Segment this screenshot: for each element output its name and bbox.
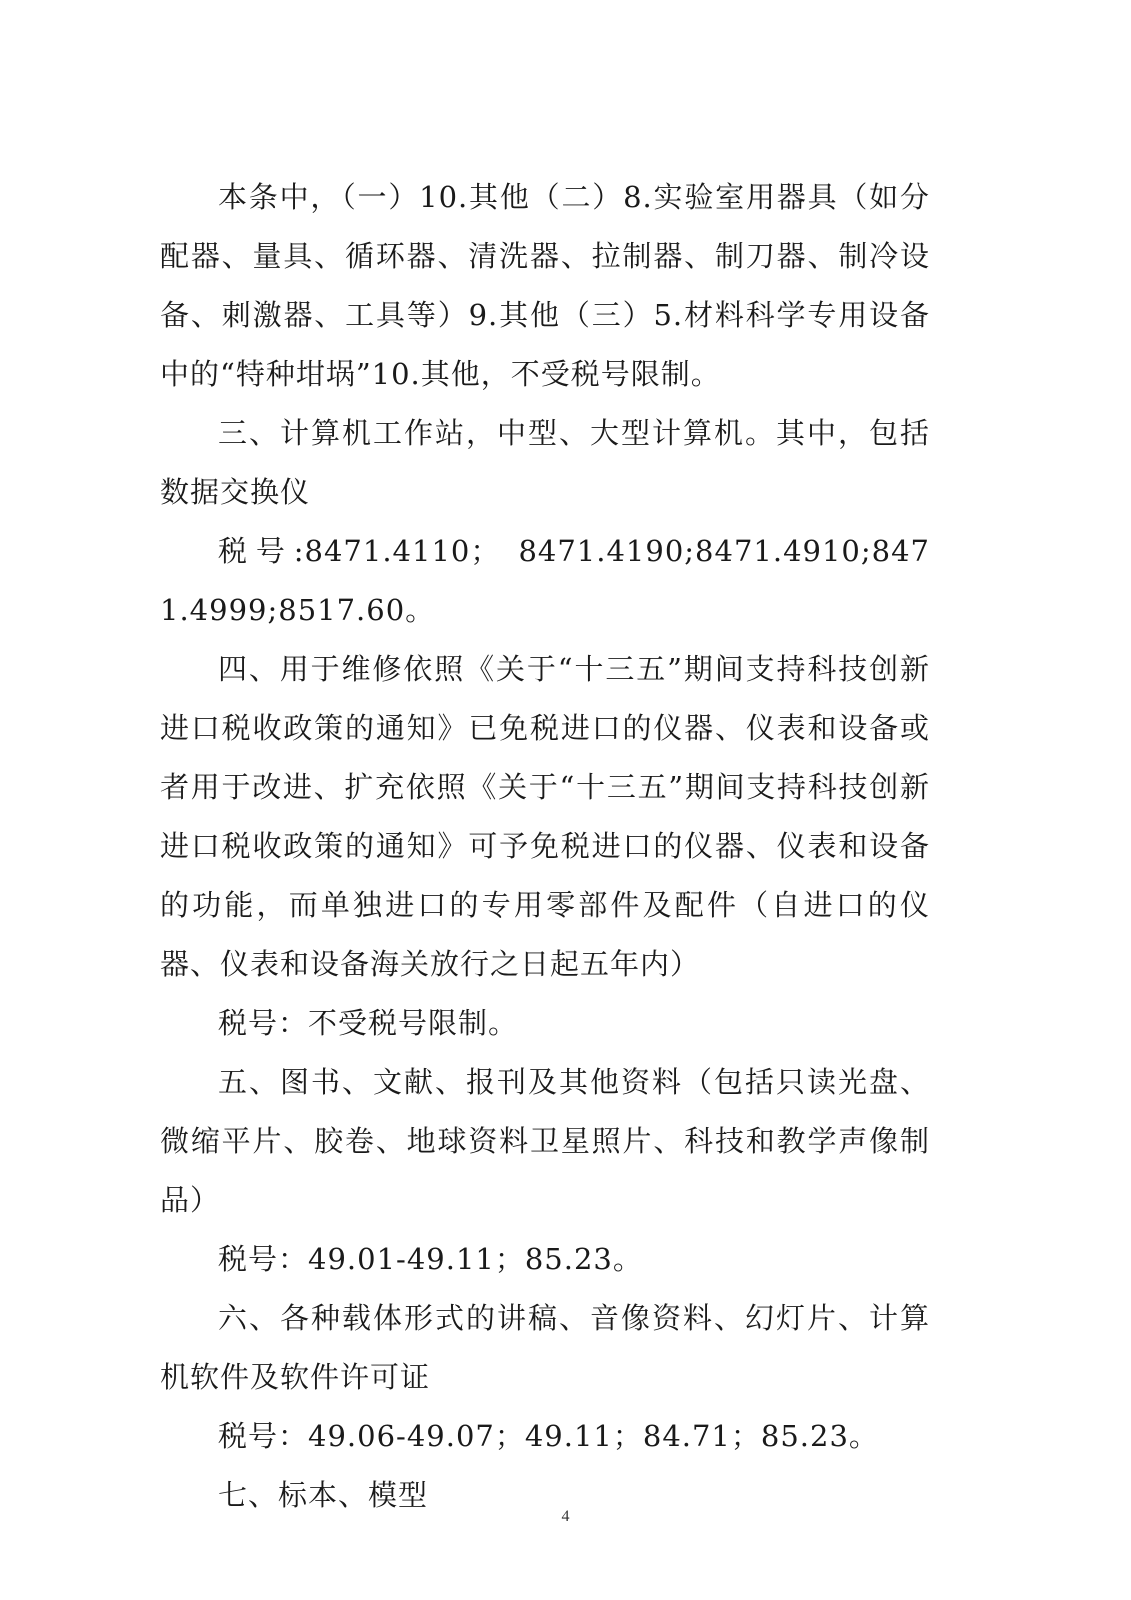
paragraph-section-4-tariff: 税号：不受税号限制。 bbox=[218, 1006, 519, 1040]
paragraph-section-4: 四、用于维修依照《关于“十三五”期间支持科技创新进口税收政策的通知》已免税进口的仪器、仪表和设备或者用于改进、扩充依照《关于“十三五”期间支持科技创新进口税收政策的通知》可予免税进口的仪器、仪表和设备的功能，而单独进口的专用零部件及配件（自进口的仪器、仪表和设备海关放行之日起五年内） bbox=[160, 652, 930, 981]
paragraph-section-5-tariff: 税号：49.01-49.11；85.23。 bbox=[218, 1242, 643, 1276]
document-body bbox=[160, 168, 930, 1525]
paragraph-section-5: 五、图书、文献、报刊及其他资料（包括只读光盘、微缩平片、胶卷、地球资料卫星照片、科技和教学声像制品） bbox=[160, 1065, 930, 1217]
paragraph-section-6-tariff: 税号：49.06-49.07；49.11；84.71；85.23。 bbox=[218, 1419, 879, 1453]
paragraph-section-3-tariff: 税号:8471.4110； 8471.4190;8471.4910;8471.4999;8517.60。 bbox=[160, 534, 930, 627]
paragraph-section-7: 七、标本、模型 bbox=[218, 1478, 429, 1512]
page-number: 4 bbox=[561, 1508, 570, 1525]
paragraph-section-6: 六、各种载体形式的讲稿、音像资料、幻灯片、计算机软件及软件许可证 bbox=[160, 1301, 930, 1394]
paragraph-exemption-note: 本条中，（一）10.其他（二）8.实验室用器具（如分配器、量具、循环器、清洗器、拉制器、制刀器、制冷设备、刺激器、工具等）9.其他（三）5.材料科学专用设备中的“特种坩埚”10.其他，不受税号限制。 bbox=[160, 180, 930, 391]
paragraph-section-3: 三、计算机工作站，中型、大型计算机。其中，包括数据交换仪 bbox=[160, 416, 930, 509]
